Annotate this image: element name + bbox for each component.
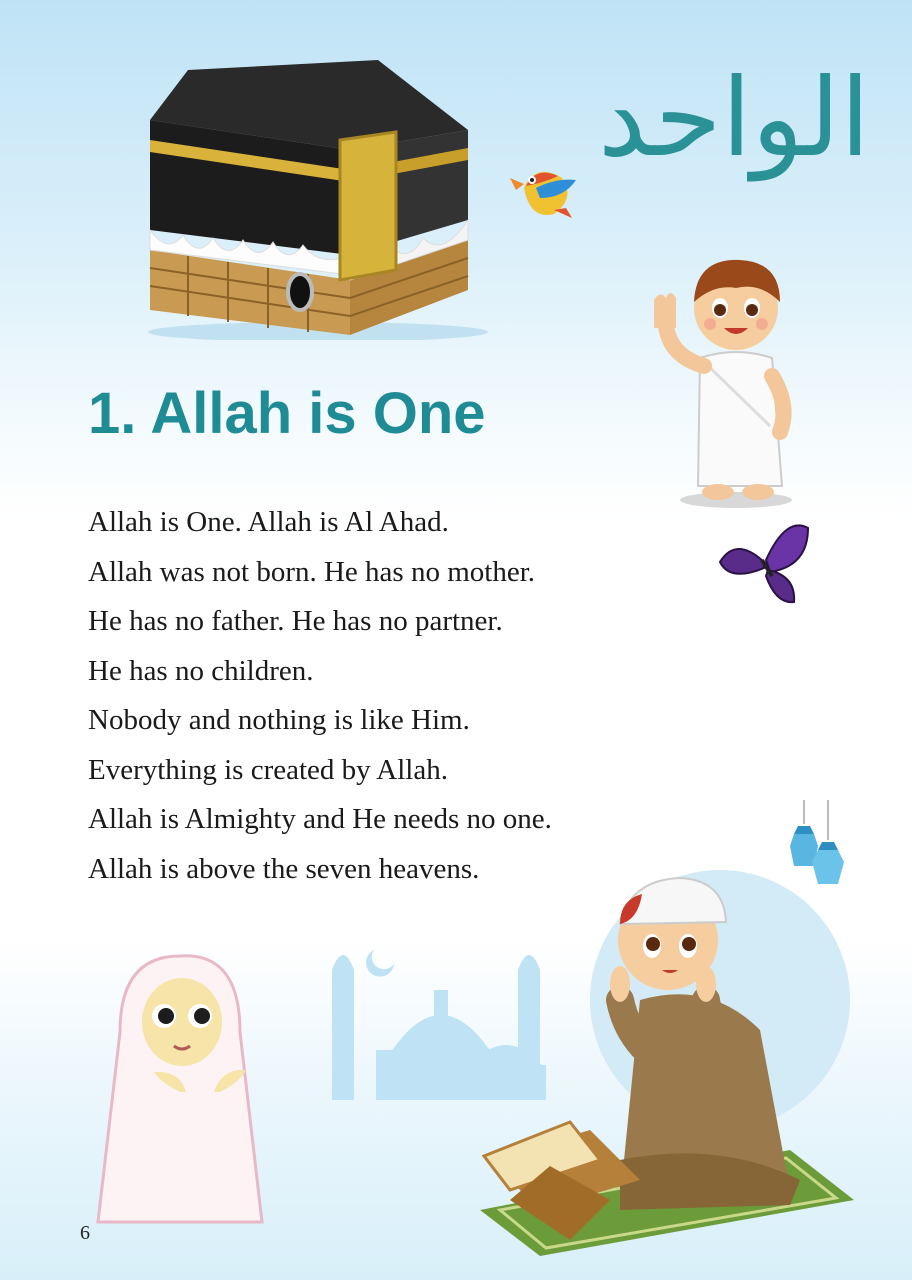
body-line: Nobody and nothing is like Him.: [88, 704, 470, 736]
page-title: 1. Allah is One: [88, 381, 486, 446]
body-line: Allah is Almighty and He needs no one.: [88, 803, 552, 835]
body-line: He has no children.: [88, 654, 314, 687]
body-line: Allah is One. Allah is Al Ahad.: [88, 506, 449, 538]
page-number: 6: [80, 1222, 90, 1244]
body-text: [88, 498, 552, 894]
body-line: He has no father. He has no partner.: [88, 605, 503, 637]
arabic-name-al-wahid: الواحد: [598, 56, 871, 181]
body-line: Allah was not born. He has no mother.: [88, 555, 536, 588]
boy-waving-illustration: [640, 236, 810, 512]
butterfly-illustration: [716, 516, 812, 606]
kaaba-illustration: [128, 40, 488, 340]
body-line: Everything is created by Allah.: [88, 753, 448, 786]
boy-praying-illustration: [470, 860, 860, 1260]
bird-illustration: [506, 158, 582, 228]
body-line: Allah is above the seven heavens.: [88, 852, 480, 885]
girl-praying-illustration: [90, 942, 270, 1232]
